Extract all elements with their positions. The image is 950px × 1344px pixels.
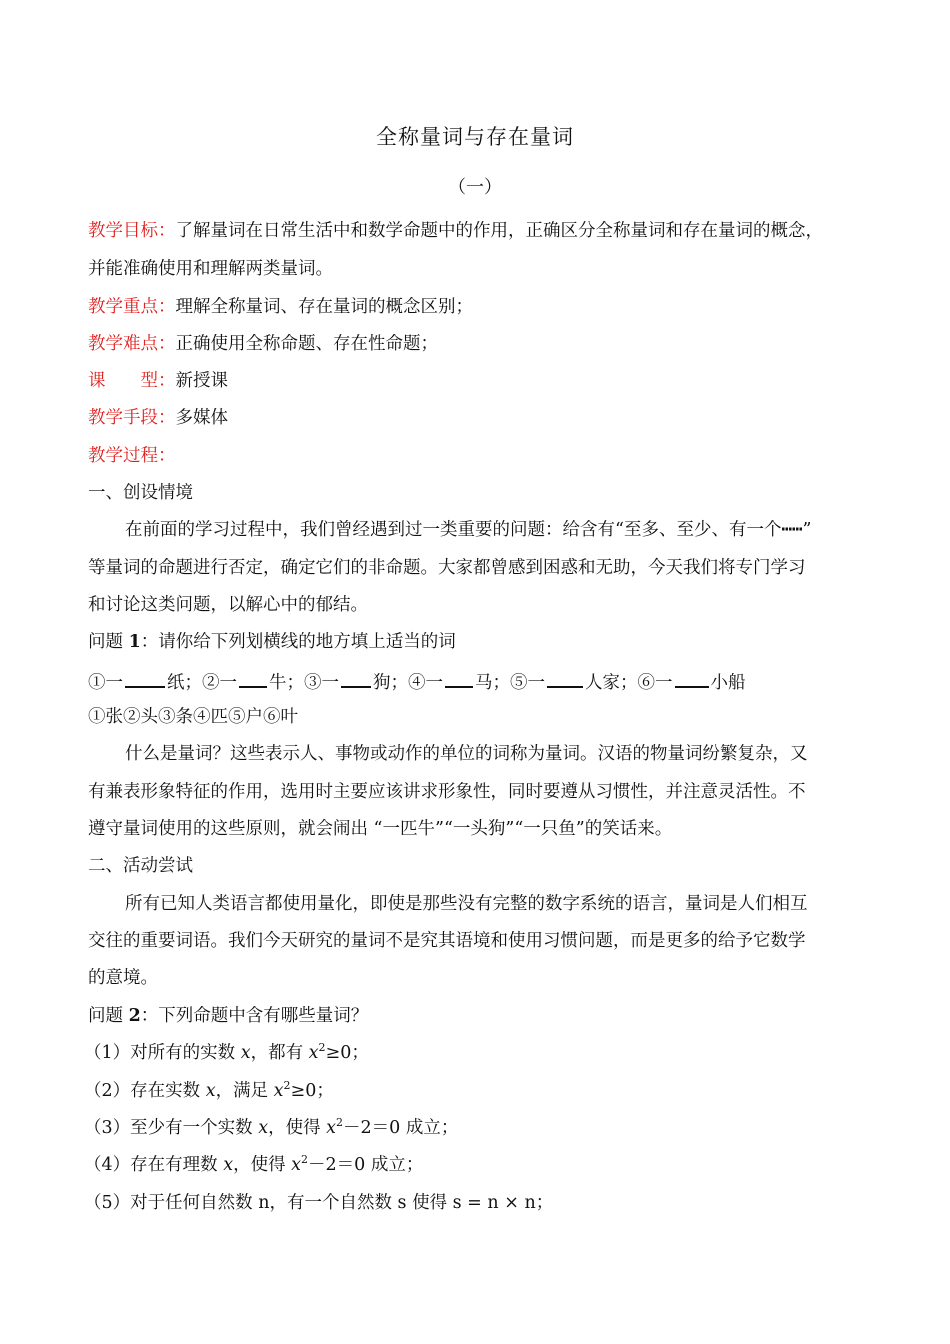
- difficulty-text: 正确使用全称命题、存在性命题；: [175, 334, 438, 354]
- item-text: ，使得: [268, 1118, 327, 1138]
- key-text: 理解全称量词、存在量词的概念区别；: [175, 297, 473, 317]
- fill-item-prefix: ⑤一: [510, 673, 545, 693]
- variable: x: [308, 1043, 319, 1063]
- difficulty-label: 教学难点：: [88, 334, 176, 354]
- fill-item-suffix: 马；: [475, 673, 510, 693]
- variable: x: [291, 1155, 302, 1175]
- exponent: 2: [336, 1116, 344, 1129]
- page-subtitle: （一）: [448, 177, 502, 198]
- fill-item-suffix: 人家；: [585, 673, 638, 693]
- fill-in-blanks: [88, 668, 746, 695]
- item-text: （3）至少有一个实数: [84, 1118, 259, 1138]
- item-text: －2＝0 成立；: [308, 1155, 424, 1175]
- exponent: 2: [301, 1153, 309, 1166]
- process-label: 教学过程：: [88, 446, 176, 466]
- means-label: 教学手段：: [88, 408, 176, 428]
- variable: x: [205, 1081, 216, 1101]
- item-text: ；: [535, 1193, 554, 1213]
- fill-item-prefix: ⑥一: [637, 673, 673, 693]
- item-text: （1）对所有的实数: [84, 1043, 241, 1063]
- proposition-item: [84, 1041, 369, 1067]
- question-number: 1: [128, 632, 141, 652]
- fill-item-prefix: ②一: [202, 673, 237, 693]
- equation: s = n × n: [452, 1193, 536, 1213]
- section-1-para-line: 等量词的命题进行否定，确定它们的非命题。大家都曾感到困惑和无助，今天我们将专门学习: [88, 558, 806, 578]
- section-2-para-line: 交往的重要词语。我们今天研究的量词不是究其语境和使用习惯问题，而是更多的给予它数学: [88, 931, 806, 951]
- lesson-type: [88, 369, 228, 393]
- section-1-para-line: 和讨论这类问题，以解心中的郁结。: [88, 595, 368, 615]
- variable: x: [258, 1118, 269, 1138]
- teaching-key: [88, 295, 473, 319]
- section-2-para-line: 所有已知人类语言都使用量化，即使是那些没有完整的数字系统的语言，量词是人们相互: [125, 894, 808, 914]
- proposition-item: [84, 1116, 458, 1142]
- variable: x: [223, 1155, 234, 1175]
- question-2: [88, 1004, 368, 1028]
- goal-label: 教学目标：: [88, 221, 176, 241]
- fill-item-prefix: ③一: [304, 673, 339, 693]
- fill-item-prefix: ④一: [408, 673, 443, 693]
- question-label: 问题: [88, 1006, 129, 1026]
- type-label: 课 型：: [88, 371, 176, 391]
- item-text: ≥0；: [325, 1043, 369, 1063]
- fill-item-suffix: 小船: [710, 673, 746, 693]
- teaching-goal-cont: 并能准确使用和理解两类量词。: [88, 259, 333, 279]
- section-1-para-line: 有兼表形象特征的作用，选用时主要应该讲求形象性，同时要遵从习惯性，并注意灵活性。不: [88, 782, 806, 802]
- type-text: 新授课: [175, 371, 228, 391]
- fill-item-suffix: 狗；: [373, 673, 408, 693]
- fill-answers: ①张②头③条④匹⑤户⑥叶: [88, 707, 298, 727]
- goal-text: 了解量词在日常生活中和数学命题中的作用，正确区分全称量词和存在量词的概念，: [175, 221, 823, 241]
- item-text: ，都有: [250, 1043, 309, 1063]
- blank-line[interactable]: [675, 668, 709, 688]
- item-text: （4）存在有理数: [84, 1155, 224, 1175]
- question-label: 问题: [88, 632, 129, 652]
- blank-line[interactable]: [547, 668, 583, 688]
- item-text: －2＝0 成立；: [343, 1118, 459, 1138]
- proposition-item: [84, 1191, 553, 1215]
- section-1-para-line: 在前面的学习过程中，我们曾经遇到过一类重要的问题：给含有“至多、至少、有一个┅┅”: [125, 520, 812, 540]
- blank-line[interactable]: [239, 668, 267, 688]
- proposition-item: [84, 1153, 423, 1179]
- proposition-item: [84, 1079, 334, 1105]
- teaching-goal: [88, 219, 823, 243]
- key-label: 教学重点：: [88, 297, 176, 317]
- item-text: ，使得: [233, 1155, 292, 1175]
- exponent: 2: [283, 1079, 291, 1092]
- blank-line[interactable]: [125, 668, 165, 688]
- variable: x: [240, 1043, 251, 1063]
- section-2-heading: 二、活动尝试: [88, 856, 193, 876]
- means-text: 多媒体: [175, 408, 228, 428]
- variable: x: [326, 1118, 337, 1138]
- blank-line[interactable]: [341, 668, 371, 688]
- fill-item-suffix: 纸；: [167, 673, 202, 693]
- question-text: ：下列命题中含有哪些量词？: [140, 1006, 369, 1026]
- item-text: （5）对于任何自然数 n，有一个自然数 s 使得: [84, 1193, 453, 1213]
- section-1-para-line: 什么是量词？这些表示人、事物或动作的单位的词称为量词。汉语的物量词纷繁复杂，又: [125, 744, 808, 764]
- section-1-para-line: 遵守量词使用的这些原则，就会闹出 “一匹牛”“一头狗”“一只鱼”的笑话来。: [88, 819, 673, 839]
- section-2-para-line: 的意境。: [88, 968, 158, 988]
- section-1-heading: 一、创设情境: [88, 483, 193, 503]
- page-title: 全称量词与存在量词: [376, 125, 574, 149]
- exponent: 2: [318, 1041, 326, 1054]
- question-1: [88, 630, 456, 654]
- teaching-difficulty: [88, 332, 438, 356]
- blank-line[interactable]: [445, 668, 473, 688]
- variable: x: [273, 1081, 284, 1101]
- question-number: 2: [128, 1006, 141, 1026]
- fill-item-prefix: ①一: [88, 673, 123, 693]
- teaching-means: [88, 406, 228, 430]
- item-text: （2）存在实数: [84, 1081, 206, 1101]
- fill-item-suffix: 牛；: [269, 673, 304, 693]
- question-text: ：请你给下列划横线的地方填上适当的词: [140, 632, 456, 652]
- item-text: ，满足: [215, 1081, 274, 1101]
- item-text: ≥0；: [290, 1081, 334, 1101]
